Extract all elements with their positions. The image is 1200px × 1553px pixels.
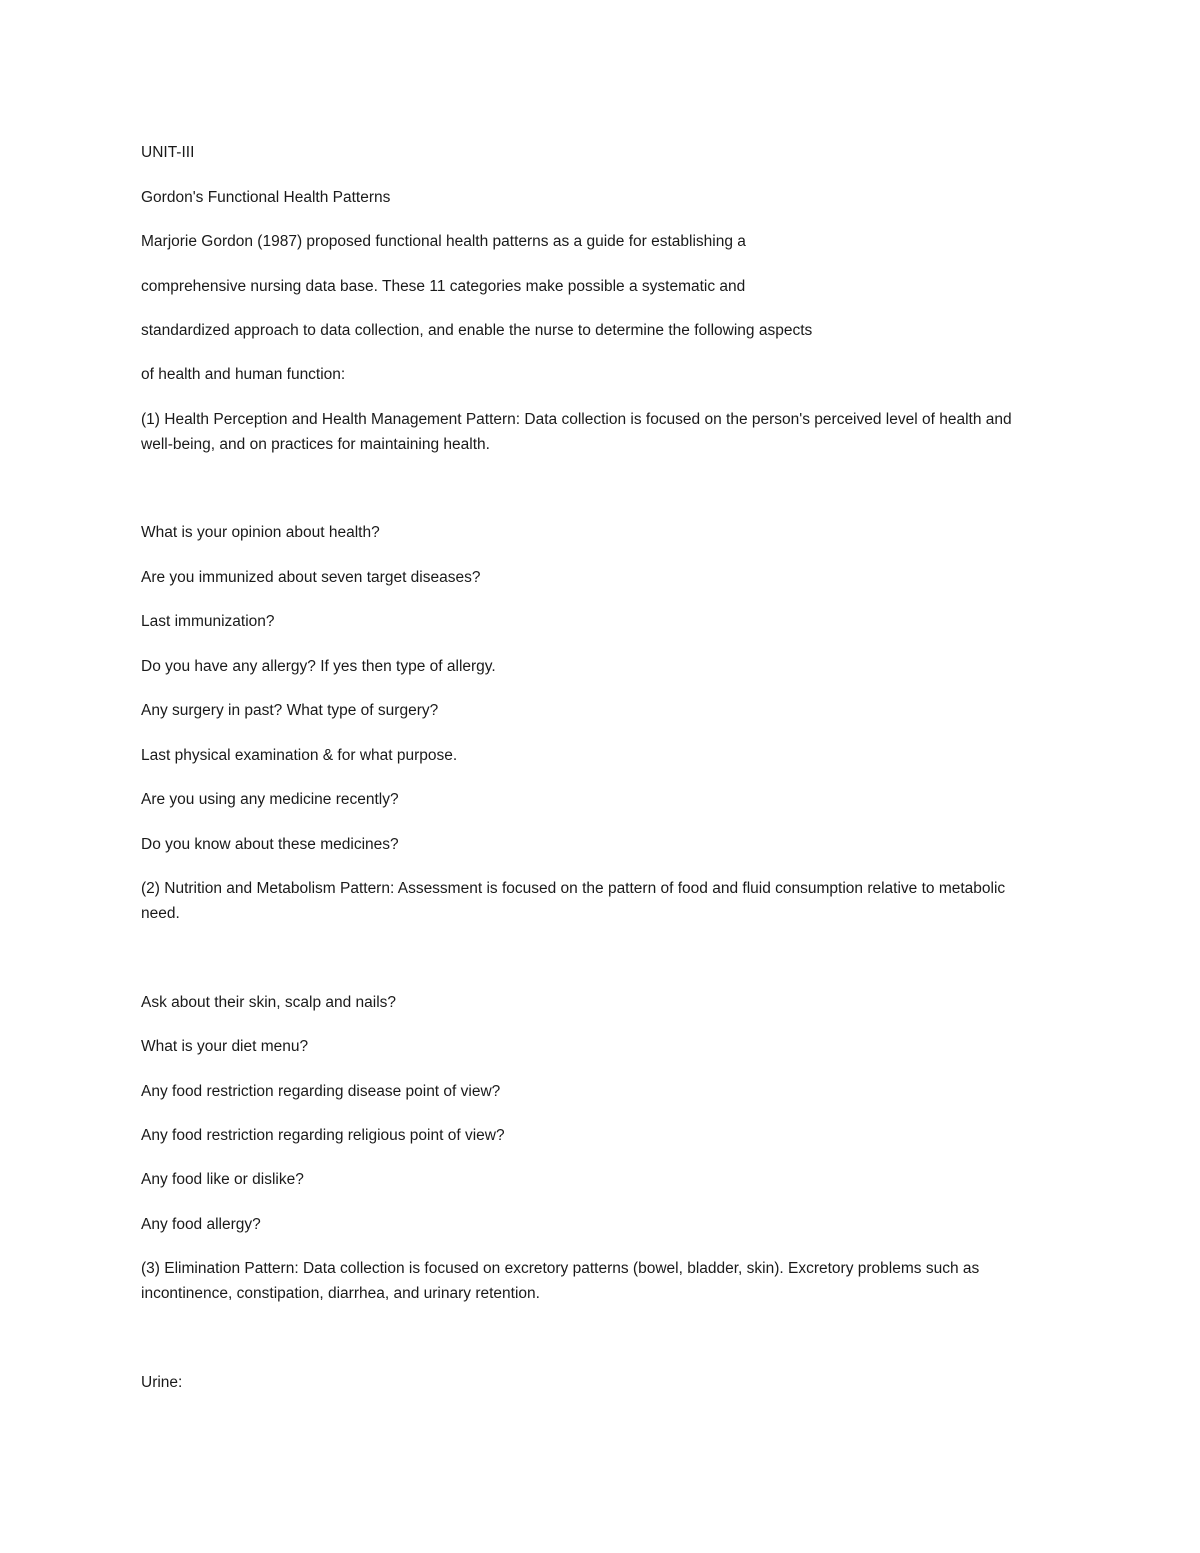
question-item: Any food restriction regarding disease point of view? [141,1083,501,1100]
intro-line: Marjorie Gordon (1987) proposed functional health patterns as a guide for establishing a [141,233,746,250]
question-item: Do you know about these medicines? [141,836,399,853]
document-title: Gordon's Functional Health Patterns [141,189,391,206]
pattern-1-heading-line: (1) Health Perception and Health Management Pattern: Data collection is focused on the person's perceived level of health and [141,411,1012,428]
question-item: Do you have any allergy? If yes then type of allergy. [141,658,496,675]
unit-heading: UNIT-III [141,144,195,161]
intro-line: of health and human function: [141,366,346,383]
pattern-3-heading-line: incontinence, constipation, diarrhea, and urinary retention. [141,1285,540,1302]
question-item: What is your opinion about health? [141,524,380,541]
pattern-2-heading-line: need. [141,905,180,922]
urine-subheading: Urine: [141,1374,183,1391]
question-item: Any food like or dislike? [141,1171,304,1188]
question-item: Any food allergy? [141,1216,261,1233]
pattern-2-heading-line: (2) Nutrition and Metabolism Pattern: Assessment is focused on the pattern of food and fluid consumption relative to metabolic [141,880,1006,897]
question-item: What is your diet menu? [141,1038,309,1055]
intro-line: standardized approach to data collection, and enable the nurse to determine the following aspects [141,322,813,339]
pattern-1-heading-line: well-being, and on practices for maintaining health. [141,436,490,453]
intro-line: comprehensive nursing data base. These 11 categories make possible a systematic and [141,278,746,295]
question-item: Are you using any medicine recently? [141,791,399,808]
question-item: Are you immunized about seven target diseases? [141,569,481,586]
pattern-3-heading-line: (3) Elimination Pattern: Data collection is focused on excretory patterns (bowel, bladder, skin). Excretory problems such as [141,1260,980,1277]
question-item: Last physical examination & for what purpose. [141,747,458,764]
question-item: Last immunization? [141,613,275,630]
question-item: Any surgery in past? What type of surgery? [141,702,439,719]
question-item: Any food restriction regarding religious point of view? [141,1127,505,1144]
question-item: Ask about their skin, scalp and nails? [141,994,397,1011]
